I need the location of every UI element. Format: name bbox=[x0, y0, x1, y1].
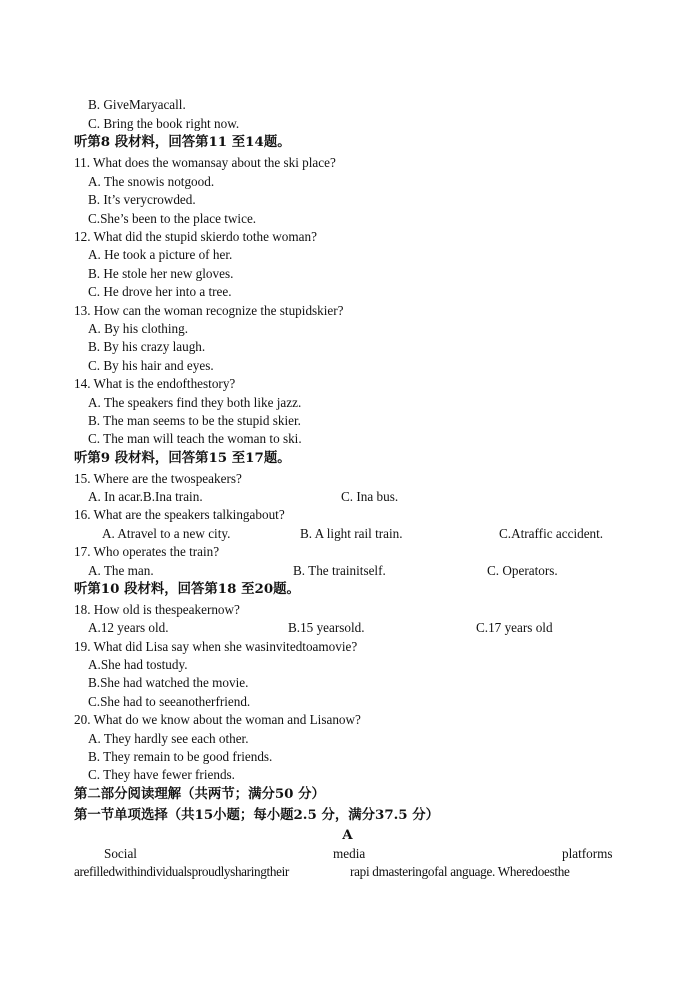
option-14c: C. The man will teach the woman to ski. bbox=[88, 431, 302, 446]
option-19b: B.She had watched the movie. bbox=[88, 675, 249, 690]
passage-line-2-left: arefilledwithindividualsproudlysharingtheir bbox=[74, 864, 289, 879]
option-12a: A. He took a picture of her. bbox=[88, 247, 233, 262]
option-11b: B. It’s verycrowded. bbox=[88, 192, 196, 207]
option-19c: C.She had to seeanotherfriend. bbox=[88, 694, 251, 709]
question-15: 15. Where are the twospeakers? bbox=[74, 471, 242, 486]
option-19a: A.She had tostudy. bbox=[88, 657, 188, 672]
option-14a: A. The speakers find they both like jazz. bbox=[88, 395, 302, 410]
question-17: 17. Who operates the train? bbox=[74, 544, 220, 559]
question-14: 14. What is the endofthestory? bbox=[74, 376, 236, 391]
passage-label: A bbox=[342, 827, 353, 843]
question-19: 19. What did Lisa say when she wasinvitedtoamovie? bbox=[74, 639, 358, 654]
option-18a: A.12 years old. bbox=[88, 620, 169, 635]
option-13b: B. By his crazy laugh. bbox=[88, 339, 206, 354]
option-10b: B. GiveMaryacall. bbox=[88, 97, 186, 112]
option-17c: C. Operators. bbox=[487, 563, 558, 578]
option-20a: A. They hardly see each other. bbox=[88, 731, 249, 746]
option-11a: A. The snowis notgood. bbox=[88, 174, 215, 189]
section-heading-material-10: 听第10 段材料，回答第18 至20题。 bbox=[74, 581, 300, 597]
option-15ab: A. In acar.B.Ina train. bbox=[88, 489, 203, 504]
option-12b: B. He stole her new gloves. bbox=[88, 266, 234, 281]
question-13: 13. How can the woman recognize the stupidskier? bbox=[74, 303, 344, 318]
option-20b: B. They remain to be good friends. bbox=[88, 749, 273, 764]
passage-word-platforms: platforms bbox=[562, 846, 613, 861]
section-one-heading: 第一节单项选择（共15小题；每小题2.5 分，满分37.5 分） bbox=[74, 807, 440, 823]
question-16: 16. What are the speakers talkingabout? bbox=[74, 507, 285, 522]
option-13c: C. By his hair and eyes. bbox=[88, 358, 214, 373]
section-heading-material-8: 听第8 段材料，回答第11 至14题。 bbox=[74, 134, 291, 150]
question-12: 12. What did the stupid skierdo tothe woman? bbox=[74, 229, 317, 244]
option-16a: A. Atravel to a new city. bbox=[102, 526, 231, 541]
section-heading-material-9: 听第9 段材料，回答第15 至17题。 bbox=[74, 450, 291, 466]
question-18: 18. How old is thespeakernow? bbox=[74, 602, 240, 617]
option-16b: B. A light rail train. bbox=[300, 526, 403, 541]
option-16c: C.Atraffic accident. bbox=[499, 526, 604, 541]
passage-line-2-right: rapi dmasteringofal anguage. Wheredoesthe bbox=[350, 864, 570, 879]
option-14b: B. The man seems to be the stupid skier. bbox=[88, 413, 301, 428]
part-two-heading: 第二部分阅读理解（共两节；满分50 分） bbox=[74, 786, 325, 802]
option-18b: B.15 yearsold. bbox=[288, 620, 365, 635]
option-15c: C. Ina bus. bbox=[341, 489, 399, 504]
option-20c: C. They have fewer friends. bbox=[88, 767, 235, 782]
option-17a: A. The man. bbox=[88, 563, 154, 578]
question-11: 11. What does the womansay about the ski place? bbox=[74, 155, 336, 170]
option-17b: B. The trainitself. bbox=[293, 563, 386, 578]
option-13a: A. By his clothing. bbox=[88, 321, 189, 336]
passage-word-media: media bbox=[333, 846, 366, 861]
passage-word-social: Social bbox=[104, 846, 137, 861]
option-10c: C. Bring the book right now. bbox=[88, 116, 240, 131]
option-11c: C.She’s been to the place twice. bbox=[88, 211, 257, 226]
option-18c: C.17 years old bbox=[476, 620, 553, 635]
question-20: 20. What do we know about the woman and Lisanow? bbox=[74, 712, 361, 727]
option-12c: C. He drove her into a tree. bbox=[88, 284, 232, 299]
